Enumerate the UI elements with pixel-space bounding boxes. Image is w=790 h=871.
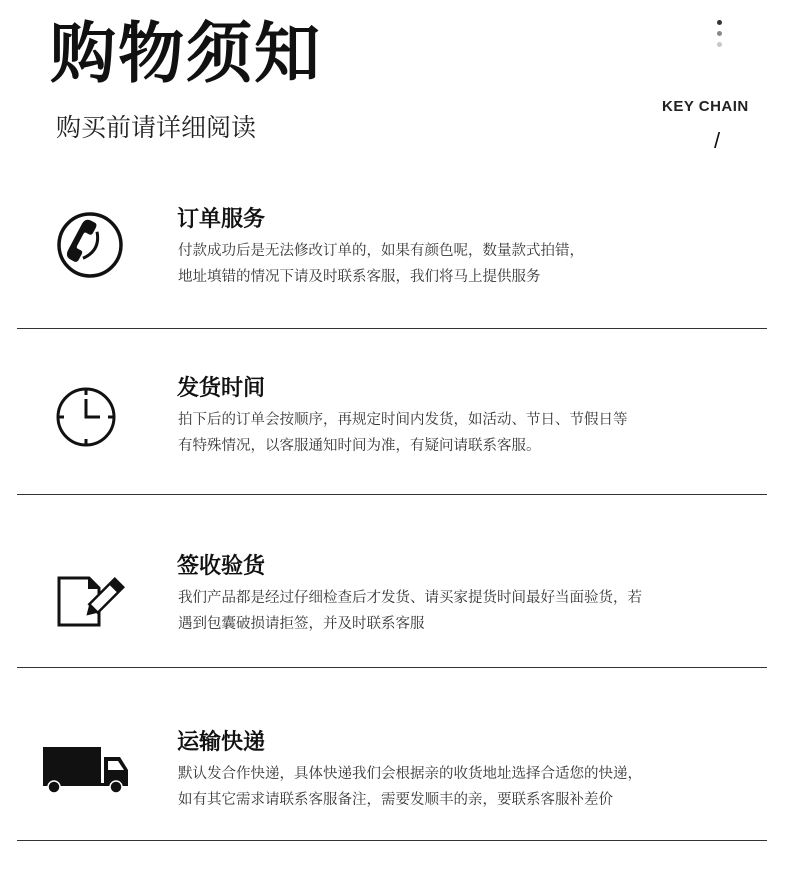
- dot-2: [717, 31, 722, 36]
- dot-3: [717, 42, 722, 47]
- dot-1: [717, 20, 722, 25]
- more-dots-icon: [715, 20, 723, 53]
- section-title: 运输快递: [177, 730, 266, 755]
- divider: [17, 328, 767, 329]
- page-title: 购物须知: [50, 15, 322, 92]
- slash-mark: /: [714, 128, 721, 153]
- section-text-line-2: 如有其它需求请联系客服备注，需要发顺丰的亲，要联系客服补差价: [178, 792, 613, 808]
- section-title: 订单服务: [177, 207, 266, 232]
- clock-icon: [40, 377, 140, 457]
- page-subtitle: 购买前请详细阅读: [56, 113, 257, 142]
- section-text-line-1: 默认发合作快递，具体快递我们会根据亲的收货地址选择合适您的快递，: [178, 766, 642, 782]
- section-text-line-1: 付款成功后是无法修改订单的，如果有颜色呢，数量款式拍错，: [178, 243, 584, 259]
- section-title: 发货时间: [177, 376, 266, 401]
- truck-icon: [40, 735, 140, 815]
- divider: [17, 667, 767, 668]
- phone-icon: [40, 205, 140, 285]
- section-text-line-2: 地址填错的情况下请及时联系客服，我们将马上提供服务: [178, 269, 541, 285]
- brand-label: KEY CHAIN: [662, 98, 749, 115]
- section-text-line-2: 有特殊情况，以客服通知时间为准，有疑问请联系客服。: [178, 438, 541, 454]
- section-text-line-1: 拍下后的订单会按顺序，再规定时间内发货，如活动、节日、节假日等: [178, 412, 628, 428]
- section-text-line-1: 我们产品都是经过仔细检查后才发货、请买家提货时间最好当面验货，若: [178, 590, 642, 606]
- edit-document-icon: [40, 568, 140, 648]
- section-text-line-2: 遇到包囊破损请拒签，并及时联系客服: [178, 616, 425, 632]
- section-title: 签收验货: [177, 554, 266, 579]
- divider: [17, 840, 767, 841]
- divider: [17, 494, 767, 495]
